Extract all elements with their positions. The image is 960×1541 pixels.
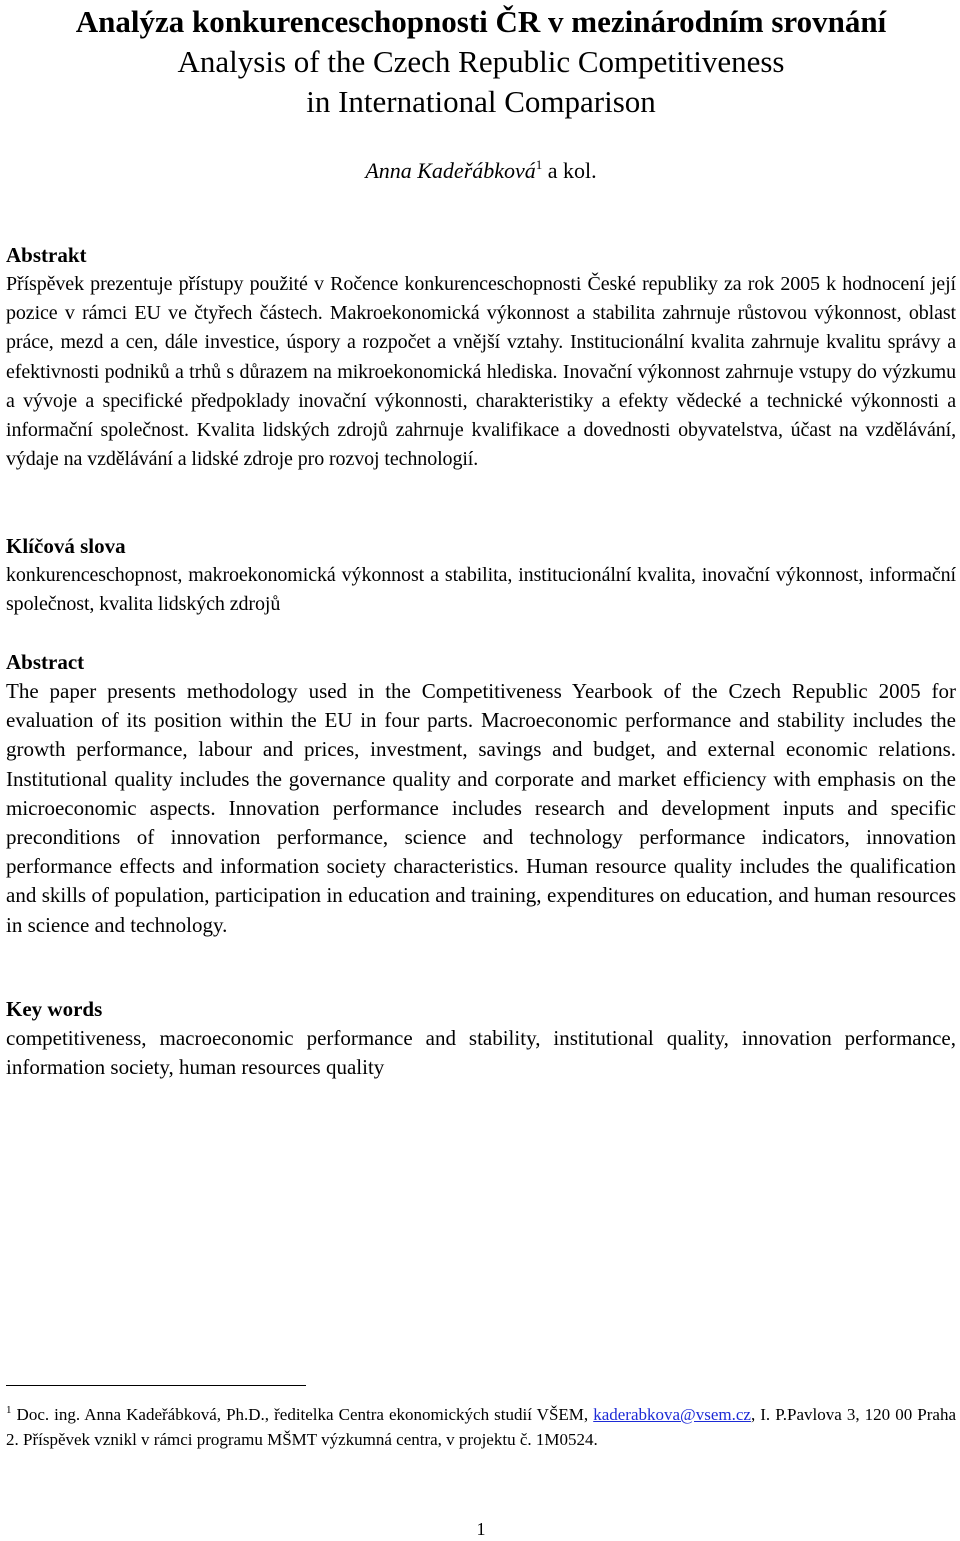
title-czech: Analýza konkurenceschopnosti ČR v mezinárodním srovnání — [75, 4, 887, 39]
key-words-text: competitiveness, macroeconomic performance and stability, institutional quality, innovation performance, information society, human resources quality — [6, 1026, 956, 1080]
abstrakt-text: Příspěvek prezentuje přístupy použité v Ročence konkurenceschopnosti České republiky za rok 2005 k hodnocení její pozice v rámci EU ve čtyřech částech. Makroekonomická výkonnost a stabilita zahrnuje růstovou výkonnost, oblast práce, mezd a cen, dále investice, úspory a rozpočet a vnější vztahy. Institucionální kvalita zahrnuje kvalitu správy a efektivnosti podniků a trhů s důrazem na mikroekonomická hlediska. Inovační výkonnost zahrnuje vstupy do výzkumu a vývoje a specifické předpoklady inovační výkonnosti, charakteristiky a efekty vědecké a technické výkonnosti a informační společnost. Kvalita lidských zdrojů zahrnuje kvalifikace a dovednosti obyvatelstva, účast na vzdělávání, výdaje na vzdělávání a lidské zdroje pro rozvoj technologií. — [6, 273, 956, 471]
key-words-heading: Key words — [6, 997, 103, 1021]
footnote-email-link[interactable]: kaderabkova@vsem.cz — [593, 1405, 751, 1424]
klicova-slova-text: konkurenceschopnost, makroekonomická výkonnost a stabilita, institucionální kvalita, inovační výkonnost, informační společnost, kvalita lidských zdrojů — [6, 564, 956, 616]
page-number: 1 — [476, 1519, 486, 1539]
footnote-text-after: , I. P.Pavlova 3, 120 00 Praha 2. Příspěvek vznikl v rámci programu MŠMT výzkumná centra, v projektu č. 1M0524. — [6, 1405, 956, 1449]
footnote-text-before: Doc. ing. Anna Kadeřábková, Ph.D., ředitelka Centra ekonomických studií VŠEM, — [11, 1405, 594, 1424]
klicova-slova-heading: Klíčová slova — [6, 534, 126, 558]
paper-page — [6, 0, 956, 1541]
footnote — [6, 1398, 956, 1452]
author-footnote-mark: 1 — [535, 157, 543, 172]
abstract-heading: Abstract — [6, 650, 85, 674]
title-english-line-1: Analysis of the Czech Republic Competitiveness — [177, 44, 785, 79]
title-english-line-2: in International Comparison — [306, 84, 656, 119]
author-suffix: a kol. — [542, 158, 597, 183]
abstrakt-heading: Abstrakt — [6, 243, 87, 267]
footnote-separator — [6, 1385, 306, 1386]
author-line — [6, 150, 956, 186]
abstract-text: The paper presents methodology used in the Competitiveness Yearbook of the Czech Republic 2005 for evaluation of its position within the EU in four parts. Macroeconomic performance and stability includes the growth performance, labour and prices, investment, savings and budget, and external economic relations. Institutional quality includes the governance quality and corporate and market efficiency with emphasis on the microeconomic aspects. Innovation performance includes research and development inputs and specific preconditions of innovation performance, science and technology performance indicators, innovation performance effects and information society characteristics. Human resource quality includes the qualification and skills of population, participation in education and training, expenditures on education, and human resources in science and technology. — [6, 679, 956, 937]
author-name: Anna Kadeřábková — [365, 158, 536, 183]
footnote-mark: 1 — [6, 1404, 12, 1416]
